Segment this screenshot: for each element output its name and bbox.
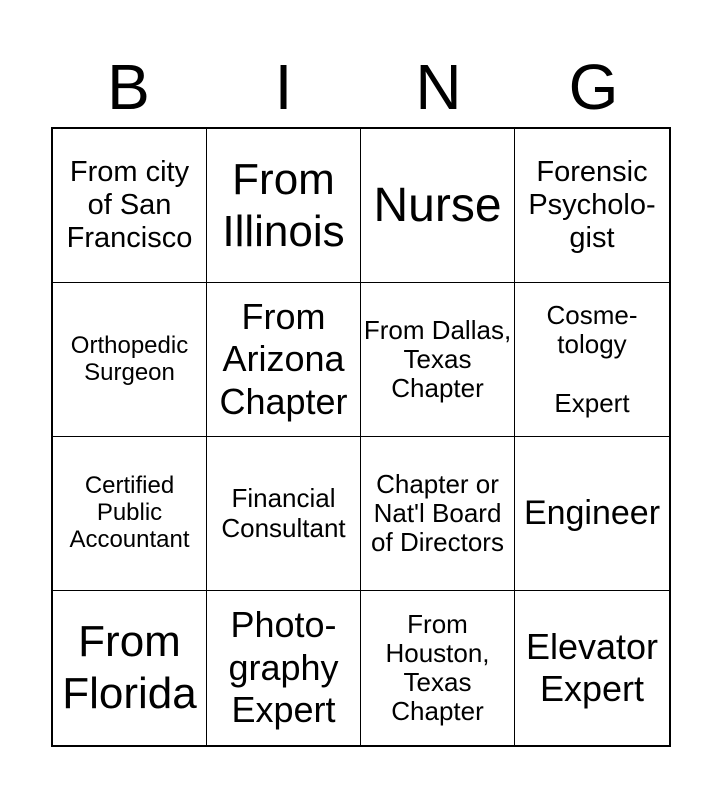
bingo-cell-4-4[interactable]: Elevator Expert: [525, 625, 659, 709]
bingo-cell-2-3[interactable]: From Dallas, Texas Chapter: [361, 283, 515, 437]
bingo-cell-3-2[interactable]: Financial Consultant: [207, 437, 361, 591]
header-letter-g: G: [568, 51, 619, 123]
bingo-header: [51, 52, 671, 122]
bingo-cell-4-3[interactable]: From Houston, Texas Chapter: [361, 591, 515, 745]
header-letter-n: N: [415, 51, 462, 123]
bingo-cell-2-4[interactable]: Cosme- tology Expert: [515, 283, 669, 437]
bingo-cell-3-4[interactable]: Engineer: [515, 437, 669, 591]
bingo-cell-4-2[interactable]: Photo- graphy Expert: [207, 591, 361, 745]
bingo-cell-2-2[interactable]: From Arizona Chapter: [207, 283, 361, 437]
bingo-cell-1-4[interactable]: Forensic Psycholo- gist: [515, 129, 669, 283]
header-letter-b: B: [107, 51, 150, 123]
bingo-cell-1-2[interactable]: From Illinois: [207, 129, 361, 283]
bingo-cell-4-1[interactable]: From Florida: [53, 591, 207, 745]
bingo-cell-2-1[interactable]: Orthopedic Surgeon: [53, 283, 207, 437]
bingo-cell-1-1[interactable]: From city of San Francisco: [53, 129, 207, 283]
bingo-cell-1-3[interactable]: Nurse: [361, 129, 515, 283]
header-letter-i: I: [274, 51, 293, 123]
bingo-cell-3-1[interactable]: Certified Public Accountant: [53, 437, 207, 591]
bingo-cell-3-3[interactable]: Chapter or Nat'l Board of Directors: [361, 437, 515, 591]
bingo-card-grid: [51, 127, 671, 747]
